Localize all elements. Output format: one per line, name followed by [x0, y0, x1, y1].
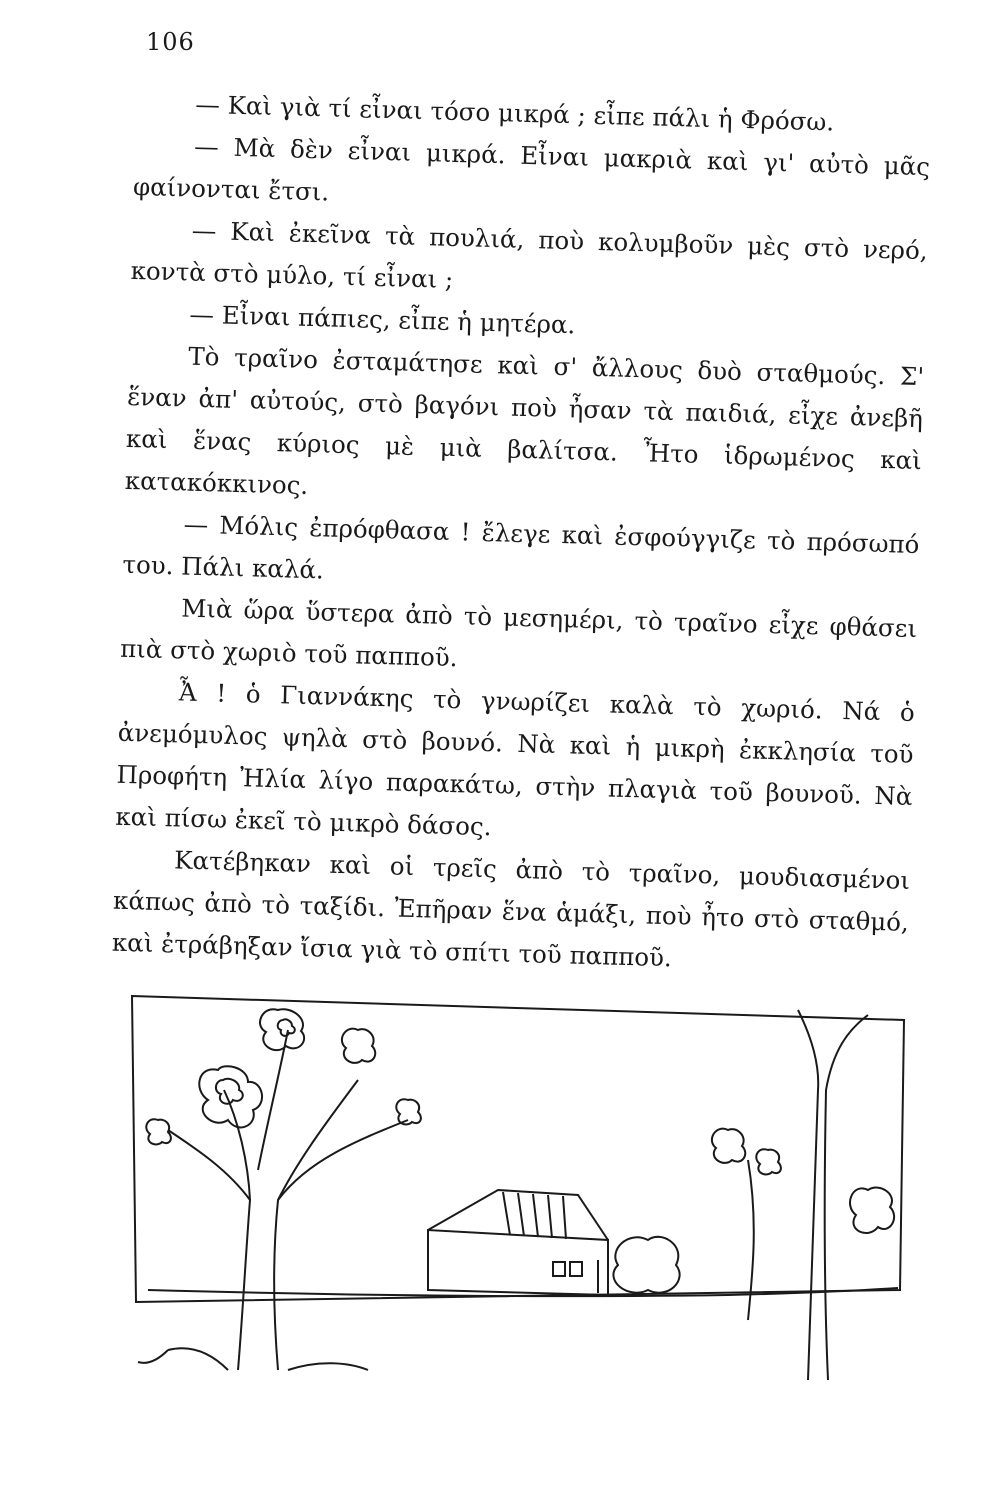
paragraph: Τὸ τραῖνο ἐσταμάτησε καὶ σ' ἄλλους δυὸ σταθμούς. Σ' ἕναν ἀπ' αὐτούς, στὸ βαγόνι ποὺ ἦσαν τὰ παιδιά, εἶχε ἀνεβῆ καὶ ἕνας κύριος μὲ μιὰ βαλίτσα. Ἦτο ἱδρωμένος καὶ κατακόκκινος. — [124, 341, 925, 500]
paragraph: — Εἶναι πάπιες, εἶπε ἡ μητέρα. — [189, 299, 576, 340]
paragraph: Ἆ ! ὁ Γιαννάκης τὸ γνωρίζει καλὰ τὸ χωριό. Νά ὁ ἀνεμόμυλος ψηλὰ στὸ βουνό. Νὰ καὶ ἡ μικρὴ ἐκκλησία τοῦ Προφήτη Ἠλία λίγο παρακάτω, στὴν πλαγιὰ τοῦ βουνοῦ. Νὰ καὶ πίσω ἐκεῖ τὸ μικρὸ δάσος. — [115, 677, 916, 842]
paragraph: Μιὰ ὥρα ὕστερα ἀπὸ τὸ μεσημέρι, τὸ τραῖνο εἶχε φθάσει πιὰ στὸ χωριὸ τοῦ παπποῦ. — [119, 593, 918, 673]
village-house — [428, 1190, 608, 1295]
large-tree-left — [138, 1030, 408, 1370]
paragraph: — Μὰ δὲν εἶναι μικρά. Εἶναι μακριὰ καὶ γι' αὐτὸ μᾶς φαίνονται ἔτσι. — [132, 131, 931, 207]
paragraph: — Μόλις ἐπρόφθασα ! ἔλεγε καὶ ἐσφούγγιζε τὸ πρόσωπό του. Πάλι καλά. — [122, 509, 920, 585]
page-number: 106 — [146, 28, 195, 56]
paragraph: Κατέβηκαν καὶ οἱ τρεῖς ἀπὸ τὸ τραῖνο, μουδιασμένοι κάπως ἀπὸ τὸ ταξίδι. Ἐπῆραν ἕνα ἁμάξι, ποὺ ἦτο στὸ σταθμό, καὶ ἐτράβηξαν ἴσια γιὰ τὸ σπίτι τοῦ παπποῦ. — [111, 845, 911, 973]
trees-right — [613, 1010, 894, 1380]
paragraph: — Καὶ γιὰ τί εἶναι τόσο μικρά ; εἶπε πάλι ἡ Φρόσω. — [194, 89, 835, 137]
paragraph: — Καὶ ἐκεῖνα τὰ πουλιά, ποὺ κολυμβοῦν μὲς στὸ νερό, κοντὰ στὸ μύλο, τί εἶναι ; — [130, 215, 929, 294]
village-illustration — [128, 990, 908, 1390]
foliage — [146, 1009, 421, 1144]
illustration-frame — [132, 996, 904, 1302]
story-text — [111, 82, 931, 986]
